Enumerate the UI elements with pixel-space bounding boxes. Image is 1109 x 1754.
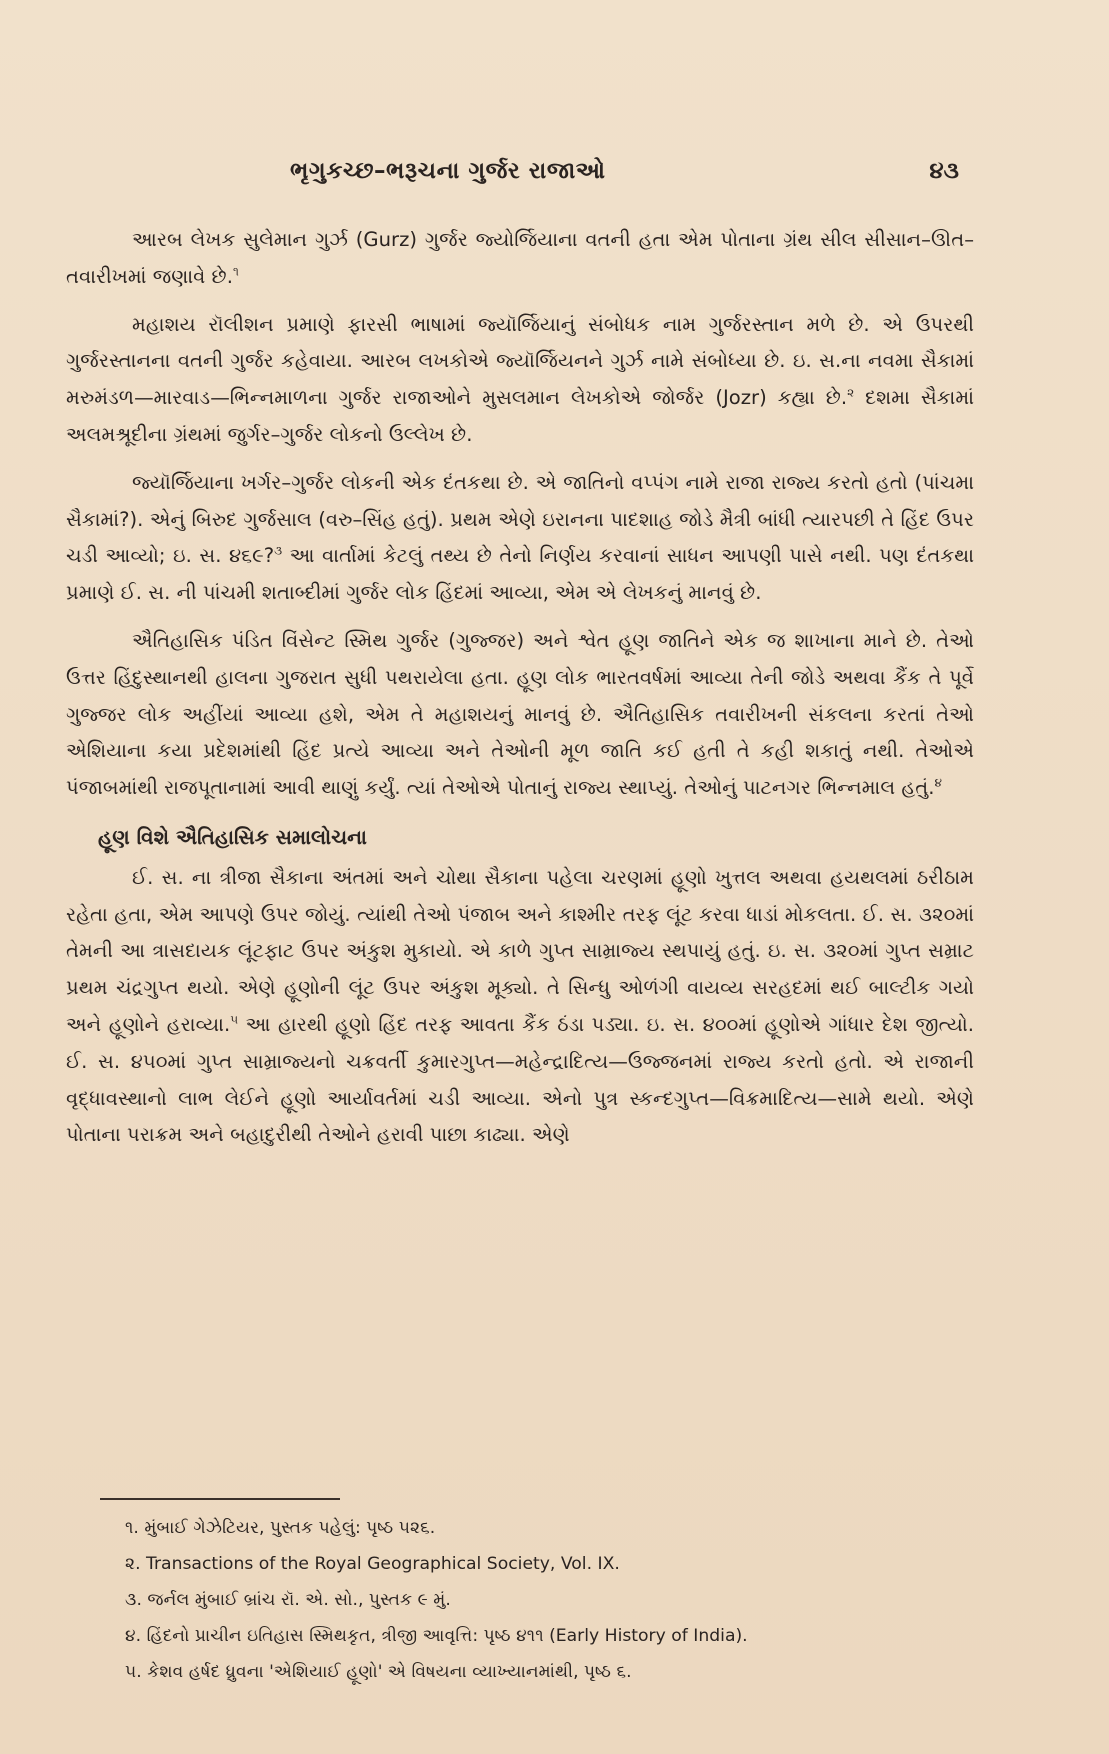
footnote: ૩. જર્નલ મુંબાઈ બ્રાંચ રૉ. એ. સો., પુસ્તક ૯ મું.	[125, 1590, 451, 1610]
page-header	[0, 158, 1109, 198]
paragraph: મહાશય રૉલીશન પ્રમાણે ફારસી ભાષામાં જ્યૉર્જિયાનું સંબોધક નામ ગુર્જરસ્તાન મળે છે. એ ઉપરથી ગુર્જરસ્તાનના વતની ગુર્જર કહેવાયા. આરબ લખકોએ જ્યૉર્જિયનને ગુર્ઝ નામે સંબોધ્યા છે. ઇ. સ.ના નવમા સૈકામાં મરુમંડળ—મારવાડ—ભિન્નમાળના ગુર્જર રાજાઓને મુસલમાન લેખકોએ જોર્જર (Jozr) કહ્યા છે.$^૨$ દશમા સૈકામાં અલમશ્રૂદીના ગ્રંથમાં જુર્ગર–ગુર્જર લોકનો ઉલ્લેખ છે.	[66, 312, 974, 446]
paragraph: આરબ લેખક સુલેમાન ગુર્ઝ (Gurz) ગુર્જર જ્યોર્જિયાના વતની હતા એમ પોતાના ગ્રંથ સીલ સીસાન–ઊત–તવારીખમાં જણાવે છે.$^૧$	[66, 228, 974, 288]
footnote-ref[interactable]: ૩	[274, 543, 283, 558]
page-number: ૪૩	[929, 158, 959, 184]
footnote-ref[interactable]: ૧	[232, 264, 239, 279]
footnote: ૫. કેશવ હર્ષદ ધ્રુવના 'એશિયાઈ હૂણો' એ વિષયના વ્યાખ્યાનમાંથી, પૃષ્ઠ ૬.	[125, 1662, 632, 1682]
footnote-ref[interactable]: ૪	[934, 775, 942, 790]
footnote: ૧. મુંબાઈ ગેઝેટિયર, પુસ્તક પહેલું: પૃષ્ઠ ૫૨૬.	[125, 1518, 436, 1538]
paragraph: ઐતિહાસિક પંડિત વિંસેન્ટ સ્મિથ ગુર્જર (ગુજ્જર) અને શ્વેત હૂણ જાતિને એક જ શાખાના માને છે. તેઓ ઉત્તર હિંદુસ્થાનથી હાલના ગુજરાત સુધી પથરાયેલા હતા. હૂણ લોક ભારતવર્ષમાં આવ્યા તેની જોડે અથવા કૈંક તે પૂર્વે ગુજ્જર લોક અહીંયાં આવ્યા હશે, એમ તે મહાશયનું માનવું છે. ઐતિહાસિક તવારીખની સંકલના કરતાં તેઓ એશિયાના કયા પ્રદેશમાંથી હિંદ પ્રત્યે આવ્યા અને તેઓની મૂળ જાતિ કઈ હતી તે કહી શકાતું નથી. તેઓએ પંજાબમાંથી રાજપૂતાનામાં આવી થાણું કર્યું. ત્યાં તેઓએ પોતાનું રાજ્ય સ્થાપ્યું. તેઓનું પાટનગર ભિન્નમાલ હતું.$^૪$	[66, 628, 974, 800]
footnote-ref[interactable]: ૨	[847, 385, 855, 400]
section-heading: હૂણ વિશે ઐતિહાસિક સમાલોચના	[98, 824, 367, 849]
paragraph: ઈ. સ. ના ત્રીજા સૈકાના અંતમાં અને ચોથા સૈકાના પહેલા ચરણમાં હૂણો ખુત્તલ અથવા હયથલમાં ઠરીઠામ રહેતા હતા, એમ આપણે ઉપર જોયું. ત્યાંથી તેઓ પંજાબ અને કાશ્મીર તરફ લૂંટ કરવા ધાડાં મોકલતા. ઈ. સ. ૩૨૦માં તેમની આ ત્રાસદાયક લૂંટફાટ ઉપર અંકુશ મુકાયો. એ કાળે ગુપ્ત સામ્રાજ્ય સ્થપાયું હતું. ઇ. સ. ૩૨૦માં ગુપ્ત સમ્રાટ પ્રથમ ચંદ્રગુપ્ત થયો. એણે હૂણોની લૂંટ ઉપર અંકુશ મૂક્યો. તે સિન્ધુ ઓળંગી વાયવ્ય સરહદમાં થઈ બાલ્ટીક ગયો અને હૂણોને હરાવ્યા.$^૫$ આ હારથી હૂણો હિંદ તરફ આવતા કૈંક ઠંડા પડ્યા. ઇ. સ. ૪૦૦માં હૂણોએ ગાંધાર દેશ જીત્યો. ઈ. સ. ૪૫૦માં ગુપ્ત સામ્રાજ્યનો ચક્રવર્તી કુમારગુપ્ત—મહેન્દ્રાદિત્ય—ઉજ્જનમાં રાજ્ય કરતો હતો. એ રાજાની વૃદ્ધાવસ્થાનો લાભ લેઈને હૂણો આર્યાવર્તમાં ચડી આવ્યા. એનો પુત્ર સ્કન્દગુપ્ત—વિક્રમાદિત્ય—સામે થયો. એણે પોતાના પરાક્રમ અને બહાદુરીથી તેઓને હરાવી પાછા કાઢ્યા. એણે	[66, 865, 975, 1147]
running-title: ભૃગુકચ્છ–ભરૂચના ગુર્જર રાજાઓ	[290, 158, 606, 184]
footnote-ref[interactable]: ૫	[230, 1012, 239, 1027]
footnote: ૨. Transactions of the Royal Geographical Society, Vol. IX.	[125, 1554, 620, 1574]
footnote: ૪. હિંદનો પ્રાચીન ઇતિહાસ સ્મિથકૃત, ત્રીજી આવૃત્તિ: પૃષ્ઠ ૪૧૧ (Early History of India).	[125, 1626, 748, 1646]
paragraph: જ્યૉર્જિયાના ખર્ગર–ગુર્જર લોકની એક દંતકથા છે. એ જાતિનો વપ્પંગ નામે રાજા રાજ્ય કરતો હતો (પાંચમા સૈકામાં?). એનું બિરુદ ગુર્જસાલ (વરુ–સિંહ હતું). પ્રથમ એણે ઇરાનના પાદશાહ જોડે મૈત્રી બાંધી ત્યારપછી તે હિંદ ઉપર ચડી આવ્યો; ઇ. સ. ૪૬૯?$^૩$ આ વાર્તામાં કેટલું તથ્ય છે તેનો નિર્ણય કરવાનાં સાધન આપણી પાસે નથી. પણ દંતકથા પ્રમાણે ઈ. સ. ની પાંચમી શતાબ્દીમાં ગુર્જર લોક હિંદમાં આવ્યા, એમ એ લેખકનું માનવું છે.	[66, 470, 974, 605]
footnotes	[125, 1510, 1025, 1690]
body-text	[66, 222, 974, 1165]
footnote-divider	[100, 1498, 340, 1500]
